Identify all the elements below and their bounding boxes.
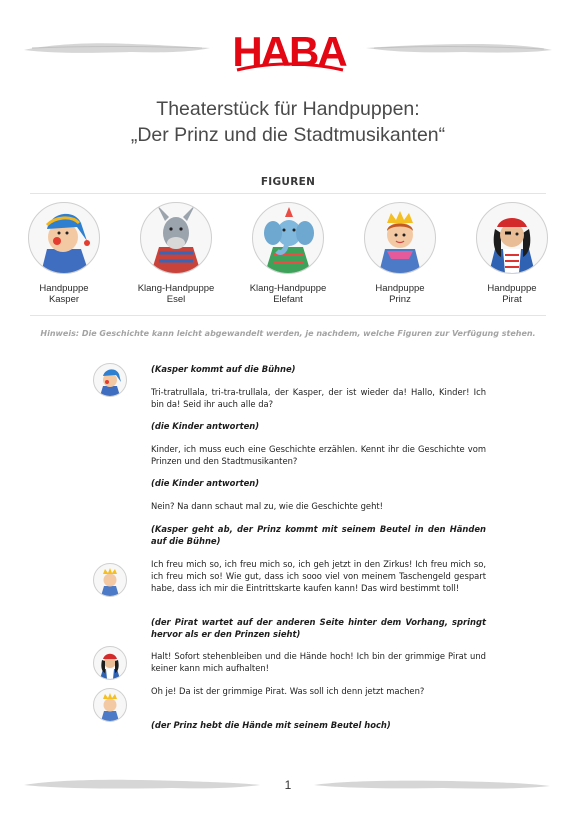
figures-heading: FIGUREN <box>260 176 316 188</box>
dialogue-line: Ich freu mich so, ich freu mich so, ich geh jetzt in den Zirkus! Ich freu mich so, ich freu mich so! Wie gut, dass ich sooo viel von meinem Taschengeld gespart habe, dass ich mir die Eintrittskarte kaufen kann! Das wird bestimmt toll! <box>151 559 486 593</box>
figure-pirat <box>457 202 567 305</box>
stage-direction: (die Kinder antworten) <box>151 421 260 431</box>
dialogue-line: Kinder, ich muss euch eine Geschichte erzählen. Kennt ihr die Geschichte vom Prinzen und den Stadtmusikanten? <box>151 444 486 466</box>
prince-puppet-image <box>364 202 436 274</box>
pirate-avatar <box>93 646 127 680</box>
dialogue-line: Tri-tratrullala, tri-tra-trullala, der Kasper, der ist wieder da! Hallo, Kinder! Ich bin da! Seid ihr auch alle da? <box>151 387 486 409</box>
divider <box>30 315 546 316</box>
figure-elefant <box>233 202 343 305</box>
hint-text: Hinweis: Die Geschichte kann leicht abgewandelt werden, je nachdem, welche Figuren zur Verfügung stehen. <box>40 329 536 338</box>
figure-esel <box>121 202 231 305</box>
dialogue-line: Nein? Na dann schaut mal zu, wie die Geschichte geht! <box>151 501 384 511</box>
stage-direction: (der Pirat wartet auf der anderen Seite hinter dem Vorhang, springt hervor als er den Prinzen sieht) <box>151 617 486 639</box>
haba-logo-text: HABA <box>232 28 346 74</box>
brush-stroke-top-right <box>364 38 554 58</box>
stage-direction: (Kasper kommt auf die Bühne) <box>151 364 296 374</box>
dialogue-line: Halt! Sofort stehenbleiben und die Hände hoch! Ich bin der grimmige Pirat und keiner kann mich aufhalten! <box>151 651 486 673</box>
pirate-puppet-image <box>476 202 548 274</box>
stage-direction: (Kasper geht ab, der Prinz kommt mit seinem Beutel in den Händen auf die Bühne) <box>151 524 486 546</box>
dialogue-line: Oh je! Da ist der grimmige Pirat. Was soll ich denn jetzt machen? <box>151 686 425 696</box>
figure-kasper <box>9 202 119 305</box>
haba-logo <box>229 26 349 74</box>
prince-avatar <box>93 563 127 597</box>
kasper-puppet-image <box>28 202 100 274</box>
stage-direction: (der Prinz hebt die Hände mit seinem Beutel hoch) <box>151 720 391 730</box>
figure-label: Klang-Handpuppe Elefant <box>249 283 327 305</box>
donkey-puppet-image <box>140 202 212 274</box>
figure-prinz <box>345 202 455 305</box>
stage-direction: (die Kinder antworten) <box>151 478 260 488</box>
kasper-avatar <box>93 363 127 397</box>
brush-stroke-top-left <box>22 38 212 58</box>
page-title-line-2: „Der Prinz und die Stadtmusikanten“ <box>130 124 446 146</box>
page-number: 1 <box>284 778 292 792</box>
figure-label: Klang-Handpuppe Esel <box>137 283 215 305</box>
prince-avatar <box>93 688 127 722</box>
elephant-puppet-image <box>252 202 324 274</box>
figure-label: Handpuppe Kasper <box>39 283 89 305</box>
page-title-line-1: Theaterstück für Handpuppen: <box>156 98 420 120</box>
figure-label: Handpuppe Prinz <box>375 283 425 305</box>
divider <box>30 193 546 194</box>
figure-label: Handpuppe Pirat <box>487 283 537 305</box>
